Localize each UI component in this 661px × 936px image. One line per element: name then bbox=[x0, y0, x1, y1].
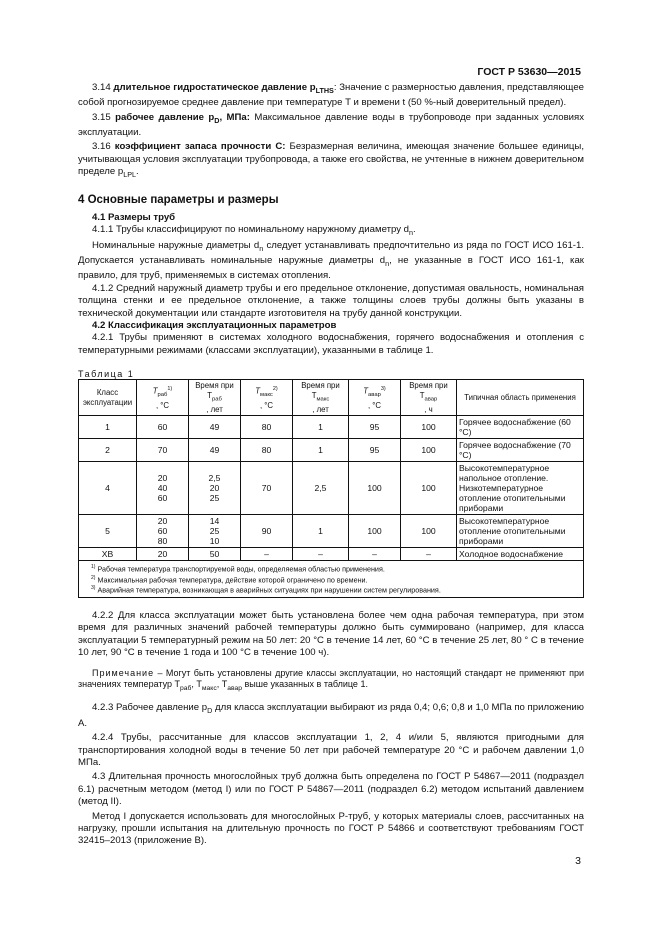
definition-3-14: 3.14 длительное гидростатическое давление $p_{LTHS}$: Значение с размерностью давления, представляющее собой прогнозируемое среднее давление при температуре T и времени t (50 %-ный доверительный предел). bbox=[78, 82, 584, 109]
cell-tavar: 95 bbox=[349, 439, 401, 462]
table-row bbox=[79, 439, 584, 462]
footnote-1: $^{1)}$ Рабочая температура транспортируемой воды, определяемая областью применения. bbox=[91, 564, 385, 574]
para-4-2-2: 4.2.2 Для класса эксплуатации может быть установлена более чем одна рабочая температура, при этом время для различных значений рабочей температуры должно быть суммировано (например, для класса эксплуатации 5 температурный режим на 50 лет: 20 °С в течение 14 лет, 60 °С в течение 25 лет, 80 ° С в течение 10 лет, 90 °С в течение 1 года и 100 °С в течение 100 ч). bbox=[78, 609, 584, 659]
para-4-2-3: 4.2.3 Рабочее давление $p_D$ для класса эксплуатации выбирают из ряда 0,4; 0,6; 0,8 и 1,0 МПа по приложению А. bbox=[78, 702, 584, 729]
cell-time-tavar: 100 bbox=[401, 416, 457, 439]
cell-tmax: 90 bbox=[241, 515, 293, 548]
section-4-title: 4 Основные параметры и размеры bbox=[78, 193, 279, 206]
table-row bbox=[79, 515, 584, 548]
section-4-2-title: 4.2 Классификация эксплуатационных параметров bbox=[92, 319, 337, 331]
cell-tavar: 95 bbox=[349, 416, 401, 439]
header-tmax: $T_{макс}^{2)}$ , °C bbox=[241, 380, 293, 416]
header-class: Класс эксплуатации bbox=[79, 380, 137, 416]
para-diameters: Номинальные наружные диаметры $d_n$ следует устанавливать предпочтительно из ряда по ГОСТ ИСО 161-1. Допускается устанавливать номинальные наружные диаметры $d_n$, не указанные в ГОСТ ИСО 161-1, как правило, для труб, применяемых в системах отопления. bbox=[78, 239, 584, 282]
para-4-2-4: 4.2.4 Трубы, рассчитанные для классов эксплуатации 1, 2, 4 и/или 5, являются пригодными для транспортирования холодной воды в течение 50 лет при рабочей температуре 20 °С и рабочем давлении 1,0 МПа. bbox=[78, 732, 584, 768]
cell-time-trab: 49 bbox=[189, 439, 241, 462]
doc-header: ГОСТ Р 53630—2015 bbox=[477, 66, 581, 78]
cell-time-tmax: – bbox=[293, 548, 349, 561]
cell-application: Высокотемпературное напольное отопление. Низкотемпературное отопление отопительными приборами bbox=[457, 462, 584, 515]
footnote-2: $^{2)}$ Максимальная рабочая температура, действие которой ограничено по времени. bbox=[91, 574, 368, 585]
cell-application: Горячее водоснабжение (60 °C) bbox=[457, 416, 584, 439]
cell-tmax: – bbox=[241, 548, 293, 561]
table-row bbox=[79, 462, 584, 515]
cell-trab: 60 bbox=[137, 416, 189, 439]
cell-tavar: – bbox=[349, 548, 401, 561]
cell-class: 1 bbox=[79, 416, 137, 439]
cell-tmax: 70 bbox=[241, 462, 293, 515]
table-header-row bbox=[79, 380, 584, 416]
header-time-trab: Время при $T_{раб}$ , лет bbox=[189, 380, 241, 416]
header-time-tavar: Время при $T_{авар}$ , ч bbox=[401, 380, 457, 416]
cell-application: Высокотемпературное отопление отопительными приборами bbox=[457, 515, 584, 548]
cell-time-tavar: 100 bbox=[401, 515, 457, 548]
cell-time-tmax: 2,5 bbox=[293, 462, 349, 515]
cell-tavar: 100 bbox=[349, 462, 401, 515]
cell-time-tmax: 1 bbox=[293, 416, 349, 439]
header-trab: $T_{раб}^{1)}$ , °C bbox=[137, 380, 189, 416]
header-application: Типичная область применения bbox=[457, 380, 584, 416]
cell-time-tmax: 1 bbox=[293, 439, 349, 462]
cell-time-trab: 49 bbox=[189, 416, 241, 439]
cell-trab: 20 40 60 bbox=[137, 462, 189, 515]
cell-tavar: 100 bbox=[349, 515, 401, 548]
para-method-1: Метод I допускается использовать для многослойных Р-труб, у которых материалы слоев, рассчитанных на нагрузку, прошли испытания на длительную прочность по ГОСТ Р 54866 и соответствуют требованиям ГОСТ 32415–2013 (приложение В). bbox=[78, 810, 584, 847]
section-4-1-title: 4.1 Размеры труб bbox=[92, 211, 176, 223]
cell-time-tavar: 100 bbox=[401, 462, 457, 515]
table-footnotes bbox=[78, 561, 584, 598]
cell-class: 2 bbox=[79, 439, 137, 462]
para-4-2-1: 4.2.1 Трубы применяют в системах холодного водоснабжения, горячего водоснабжения и отопления с температурными режимами (классами эксплуатации), указанными в таблице 1. bbox=[78, 332, 584, 356]
page-number: 3 bbox=[575, 855, 581, 867]
cell-application: Холодное водоснабжение bbox=[457, 548, 584, 561]
header-tavar: $T_{авар}^{3)}$ , °C bbox=[349, 380, 401, 416]
table-row bbox=[79, 548, 584, 561]
cell-trab: 20 60 80 bbox=[137, 515, 189, 548]
cell-class: 5 bbox=[79, 515, 137, 548]
cell-time-trab: 2,5 20 25 bbox=[189, 462, 241, 515]
cell-trab: 20 bbox=[137, 548, 189, 561]
cell-tmax: 80 bbox=[241, 439, 293, 462]
cell-time-trab: 14 25 10 bbox=[189, 515, 241, 548]
definition-3-15: 3.15 рабочее давление $p_D$, МПа: Максимальное давление воды в трубопроводе при заданных условиях эксплуатации. bbox=[78, 111, 585, 139]
para-4-1-1: 4.1.1 Трубы классифицируют по номинальному наружному диаметру $d_n$. bbox=[92, 224, 416, 238]
definition-3-16: 3.16 коэффициент запаса прочности C: Безразмерная величина, имеющая значение большее единицы, учитывающая условия эксплуатации трубопровода, а также его свойства, не учтенные в нижнем доверительном пределе $p_{LPL}$. bbox=[78, 141, 584, 180]
cell-time-tmax: 1 bbox=[293, 515, 349, 548]
table-1 bbox=[78, 379, 584, 561]
cell-time-trab: 50 bbox=[189, 548, 241, 561]
para-4-1-2: 4.1.2 Средний наружный диаметр трубы и его предельное отклонение, допустимая овальность, номинальная толщина стенки и ее предельное отклонение, а также толщины слоев трубы должны быть указаны в технической документации или стандарте изготовителя на трубу данной конструкции. bbox=[78, 282, 584, 319]
cell-application: Горячее водоснабжение (70 °C) bbox=[457, 439, 584, 462]
page-content bbox=[78, 82, 584, 848]
footnote-3: $^{3)}$ Аварийная температура, возникающая в аварийных ситуациях при нарушении систем регулирования. bbox=[91, 585, 441, 595]
cell-time-tavar: 100 bbox=[401, 439, 457, 462]
header-time-tmax: Время при $T_{макс}$ , лет bbox=[293, 380, 349, 416]
cell-time-tavar: – bbox=[401, 548, 457, 561]
note: Примечание – Могут быть установлены другие классы эксплуатации, но настоящий стандарт не применяют при значениях температур $T_{раб}$, $T_{макс}$, $T_{авар}$ выше указанных в таблице 1. bbox=[78, 667, 584, 692]
cell-trab: 70 bbox=[137, 439, 189, 462]
cell-class: ХВ bbox=[79, 548, 137, 561]
cell-class: 4 bbox=[79, 462, 137, 515]
para-4-3: 4.3 Длительная прочность многослойных труб должна быть определена по ГОСТ Р 54867—2011 (подраздел 6.1) расчетным методом (метод I) или по ГОСТ Р 54867—2011 (подраздел 6.2) методом испытаний давлением (метод II). bbox=[78, 771, 584, 808]
table-caption: Таблица 1 bbox=[78, 369, 135, 380]
table-row bbox=[79, 416, 584, 439]
cell-tmax: 80 bbox=[241, 416, 293, 439]
